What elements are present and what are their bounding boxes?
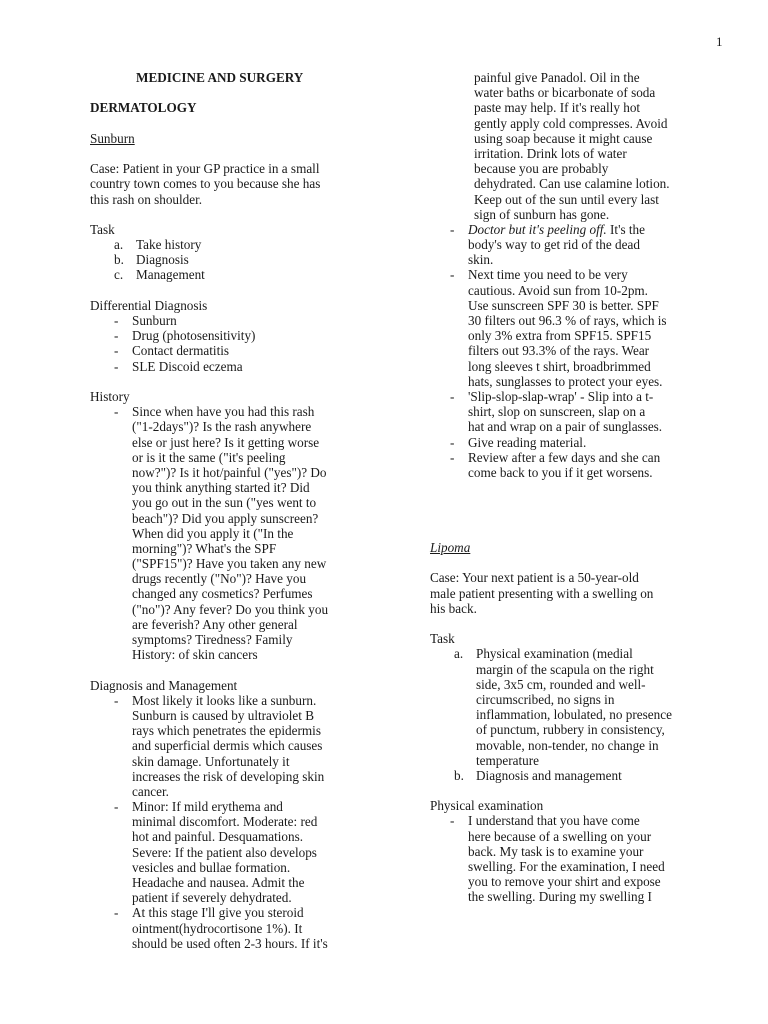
list-item: b. Diagnosis and management	[454, 767, 622, 783]
differential-diagnosis-heading: Differential Diagnosis	[90, 297, 208, 313]
list-item: - At this stage I'll give you steroid ointment(hydrocortisone 1%). It should be used often 2-3 hours. If it's	[114, 905, 328, 951]
physical-examination-heading: Physical examination	[430, 798, 544, 814]
list-item: - Drug (photosensitivity)	[114, 328, 256, 344]
list-item: - I understand that you have come here because of a swelling on your back. My task is to examine your swelling. For the examination, I need you to remove your shirt and expose the swelling. During my swelling I	[450, 813, 665, 905]
list-item: - SLE Discoid eczema	[114, 358, 243, 374]
left-column	[90, 70, 392, 951]
right-column	[430, 70, 730, 905]
case-text: Case: Your next patient is a 50-year-old male patient presenting with a swelling on his back.	[430, 570, 654, 616]
page-number: 1	[716, 34, 723, 49]
topic-heading-sunburn: Sunburn	[90, 130, 135, 146]
differential-list	[90, 313, 392, 374]
list-item: - Most likely it looks like a sunburn. Sunburn is caused by ultraviolet B rays which penetrates the epidermis and superficial dermis which causes skin damage. Unfortunately it increases the risk of developing skin cancer.	[114, 692, 325, 799]
task-heading: Task	[90, 221, 115, 237]
list-item: a. Take history	[114, 237, 202, 253]
history-item: - Since when have you had this rash ("1-2days")? Is the rash anywhere else or just here? Is it getting worse or is it the same ("it's peeling now?")? Is it hot/painful ("yes")? Do you think anything started it? Did you go out in the sun ("yes went to beach")? Did you apply sunscreen? When did you apply it ("In the morning")? What's the SPF ("SPF15")? Have you taken any new drugs recently ("No")? Have you changed any cosmetics? Perfumes ("no")? Any fever? Do you think you are feverish? Any other general symptoms? Tiredness? Family History: of skin cancers	[114, 404, 329, 663]
list-item: - Contact dermatitis	[114, 343, 230, 359]
continued-text: painful give Panadol. Oil in the water baths or bicarbonate of soda paste may help. If it's really hot gently apply cold compresses. Avoid using soap because it might cause irritation. Drink lots of water because you are probably dehydrated. Can use calamine lotion. Keep out of the sun until every last sign of sunburn has gone.	[474, 70, 670, 222]
topic-heading-lipoma: Lipoma	[430, 540, 471, 556]
section-heading: DERMATOLOGY	[90, 100, 197, 116]
task-list	[90, 237, 392, 283]
list-item: - Review after a few days and she can come back to you if it get worsens.	[450, 449, 661, 480]
list-item: - Next time you need to be very cautious. Avoid sun from 10-2pm. Use sunscreen SPF 30 is better. SPF 30 filters out 96.3 % of rays, which is only 3% extra from SPF15. SPF15 filters out 93.3% of the rays. Wear long sleeves t shirt, broadbrimmed hats, sunglasses to protect your eyes.	[450, 267, 667, 389]
list-item: - Doctor but it's peeling off. It's the body's way to get rid of the dead skin.	[450, 221, 645, 268]
list-item: - Minor: If mild erythema and minimal discomfort. Moderate: red hot and painful. Desquamations. Severe: If the patient also develops vesicles and bullae formation. Headache and nausea. Admit the patient if severely dehydrated.	[114, 799, 318, 906]
task-heading: Task	[430, 631, 455, 647]
list-item: - Sunburn	[114, 313, 177, 329]
document-title: MEDICINE AND SURGERY	[136, 70, 304, 85]
history-heading: History	[90, 389, 130, 405]
list-item: c. Management	[114, 267, 205, 283]
list-item: - Give reading material.	[450, 434, 587, 450]
list-item: b. Diagnosis	[114, 252, 189, 268]
patient-quote: Doctor but it's peeling off.	[468, 221, 607, 237]
list-item: - 'Slip-slop-slap-wrap' - Slip into a t- shirt, slop on sunscreen, slap on a hat and wrap on a pair of sunglasses.	[450, 388, 663, 435]
case-text: Case: Patient in your GP practice in a small country town comes to you because she has this rash on shoulder.	[90, 161, 321, 207]
list-item: a. Physical examination (medial margin of the scapula on the right side, 3x5 cm, rounded and well- circumscribed, no signs in inflammation, lobulated, no presence of punctum, rubbery in consistency, movable, non-tender, no change in temperature	[454, 646, 672, 768]
diagnosis-management-heading: Diagnosis and Management	[90, 677, 238, 693]
